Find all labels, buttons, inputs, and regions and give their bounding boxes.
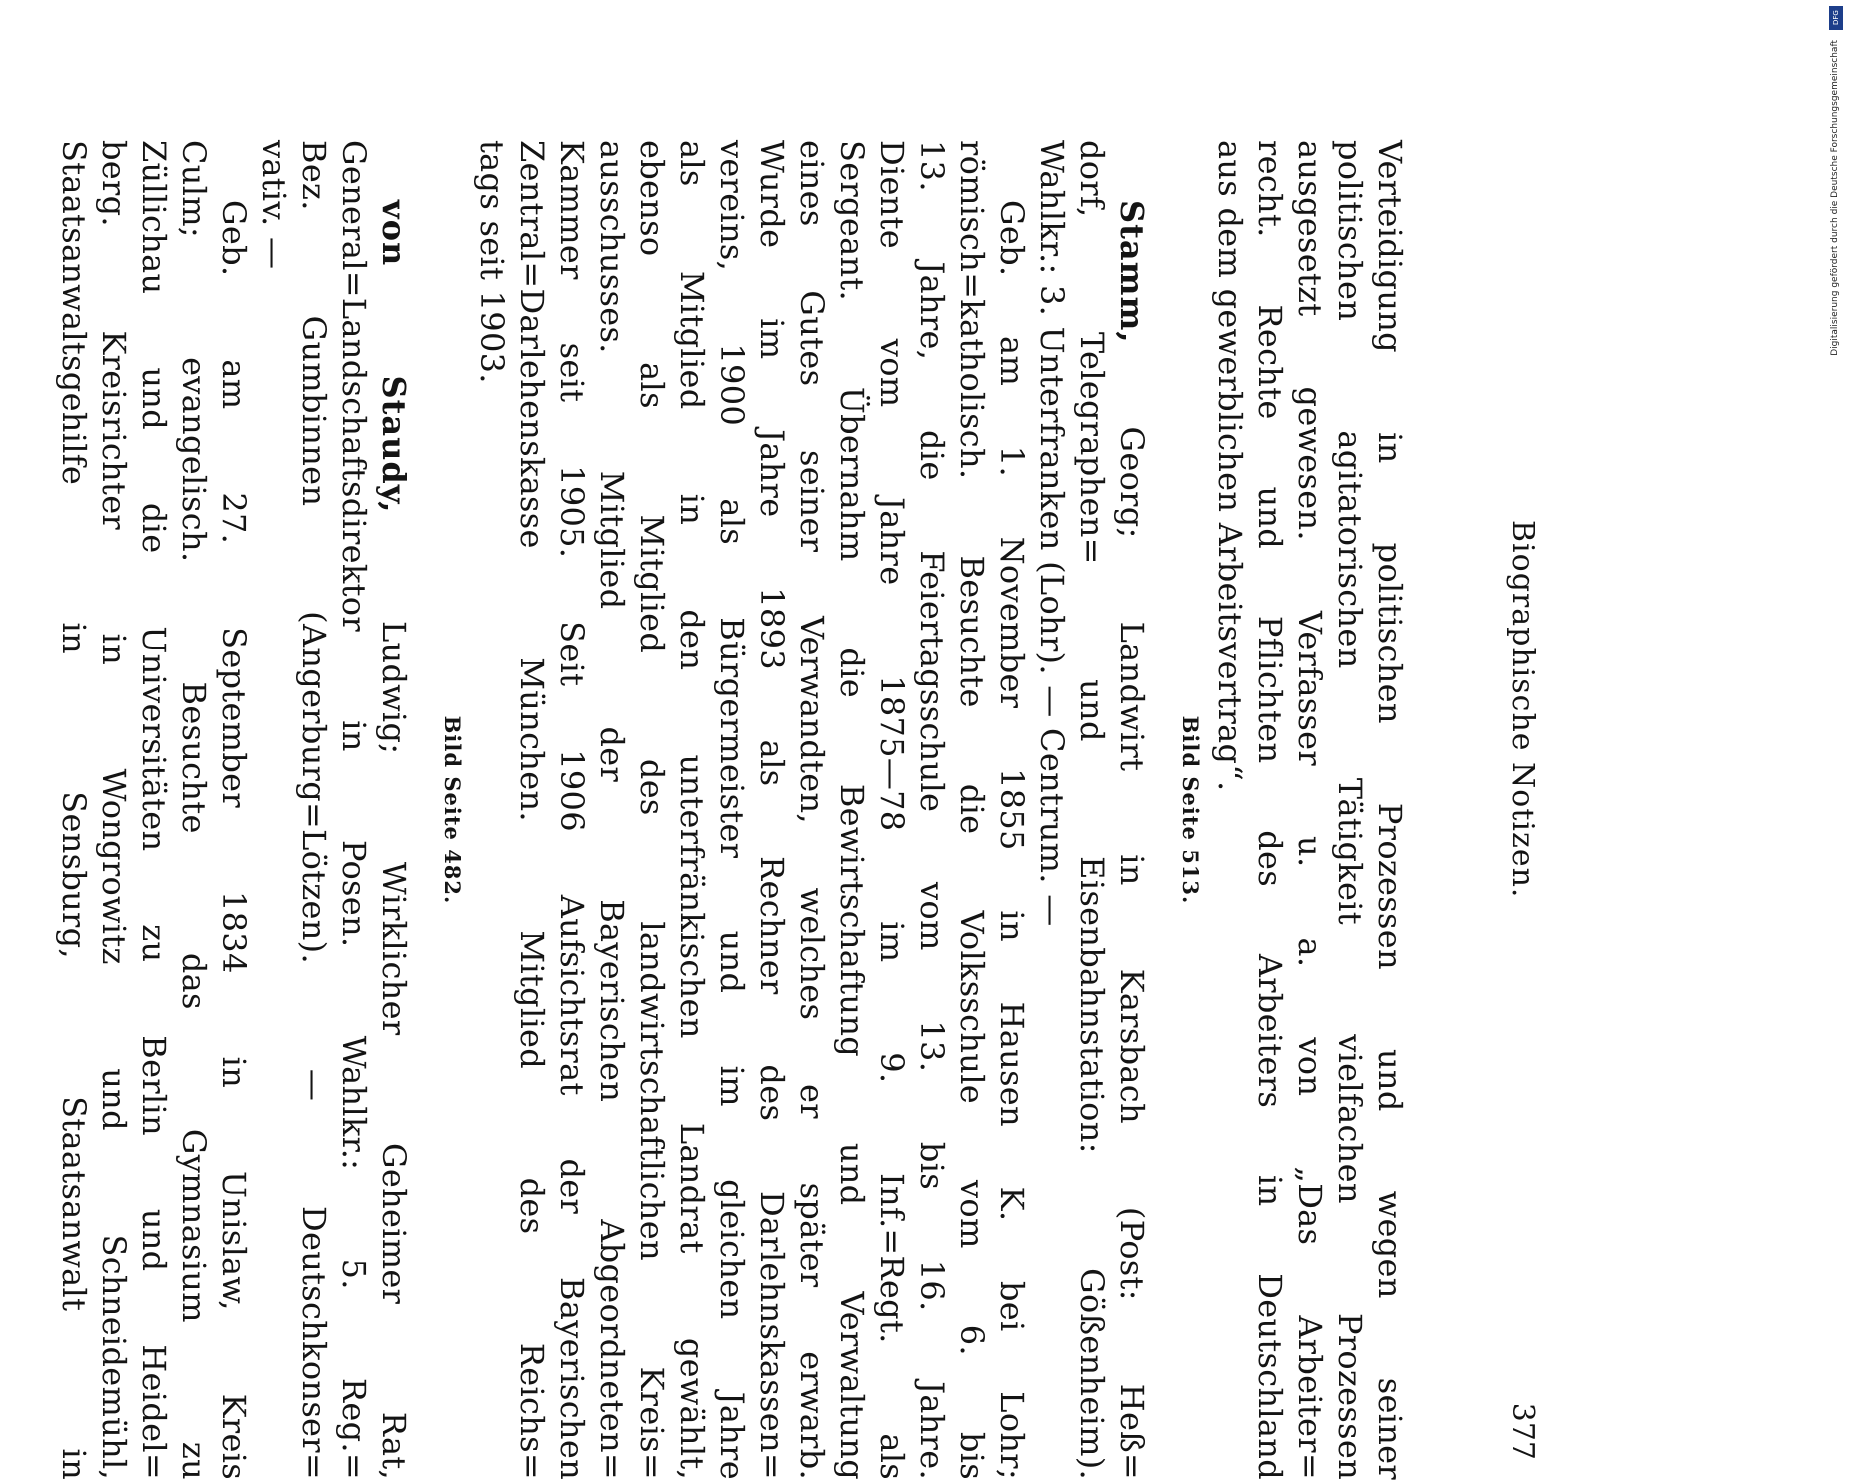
biography-entry-staudy [54,140,414,1480]
text-line: Wurde im Jahre 1893 als Rechner des Darlehnskassen= [753,140,791,1480]
text-line: römisch=katholisch. Besuchte die Volksschule vom 6. bis [953,140,991,1480]
text-line: Geb. am 27. September 1834 in Unislaw, Kreis [215,200,253,1480]
text-line: aus dem gewerblichen Arbeitsvertrag“. [1211,140,1249,792]
text-line: Culm; evangelisch. Besuchte das Gymnasium zu [175,140,213,1480]
text-line: berg. Kreisrichter in Wongrowitz und Schneidemühl, [95,140,133,1480]
text-line: Bez. Gumbinnen (Angerburg=Lötzen). — Deutschkonser= [295,140,333,1480]
text-line: ebenso als Mitglied des landwirtschaftlichen Kreis= [633,140,671,1480]
image-reference: Bild Seite 482. [440,715,465,905]
entry-heading-line [1112,140,1152,1480]
text-line: tags seit 1903. [473,140,511,384]
funding-note [1830,40,1840,356]
text-line: ausgesetzt gewesen. Verfasser u. a. von „Das Arbeiter= [1291,140,1329,1480]
funding-note-text: Digitalisierung gefördert durch die Deutsche Forschungsgemeinschaft [1830,40,1840,356]
text-line: dorf, Telegraphen= und Eisenbahnstation: Gößenheim). [1073,140,1111,1480]
text-line: Sergeant. Übernahm die Bewirtschaftung und Verwaltung [833,140,871,1480]
entry-heading-line [374,140,414,1480]
text-line: Kammer seit 1905. Seit 1906 Aufsichtsrat der Bayerischen [553,140,591,1480]
text-line: Staatsanwaltsgehilfe in Sensburg, Staatsanwalt in [55,140,93,1480]
text-column [54,140,1410,1480]
running-title: Biographische Notizen. [1505,520,1540,899]
text-line: recht. Rechte und Pflichten des Arbeiters in Deutschland [1251,140,1289,1480]
text-line: Zentral=Darlehenskasse München. Mitglied des Reichs= [513,140,551,1480]
text-span: Ludwig; Wirklicher Geheimer Rat, [375,513,413,1480]
text-line: Wahlkr.: 3. Unterfranken (Lohr). — Centrum. — [1033,140,1071,927]
person-name: von Staudy, [375,200,413,514]
continuation-paragraph [1210,140,1410,1480]
text-line: eines Gutes seiner Verwandten, welches er später erwarb. [793,140,831,1480]
text-line: vativ. — [255,140,293,270]
text-line: Züllichau und die Universitäten zu Berlin und Heidel= [135,140,173,1480]
text-line: Geb. am 1. November 1855 in Hausen K. bei Lohr; [993,200,1031,1480]
text-line: Diente vom Jahre 1875—78 im 9. Inf.=Regt. als [873,140,911,1480]
text-line: General=Landschaftsdirektor in Posen. Wahlkr.: 5. Reg.= [335,140,373,1480]
image-reference: Bild Seite 513. [1178,715,1203,905]
page-header [1500,20,1540,1460]
text-line: vereins, 1900 als Bürgermeister und im gleichen Jahre [713,140,751,1480]
person-name: Stamm, [1113,200,1151,344]
text-line: 13. Jahre, die Feiertagsschule vom 13. bis 16. Jahre. [913,140,951,1480]
dfg-logo: DFG [1829,6,1843,30]
page-number: 377 [1505,1402,1540,1460]
text-line: politischen agitatorischen Tätigkeit vielfachen Prozessen [1331,140,1369,1480]
text-line: Verteidigung in politischen Prozessen und wegen seiner [1371,140,1409,1480]
biography-entry-stamm [472,140,1152,1480]
text-line: als Mitglied in den unterfränkischen Landrat gewählt, [673,140,711,1480]
text-line: ausschusses. Mitglied der Bayerischen Abgeordneten= [593,140,631,1480]
text-span: Georg; Landwirt in Karsbach (Post: Heß= [1113,343,1151,1480]
